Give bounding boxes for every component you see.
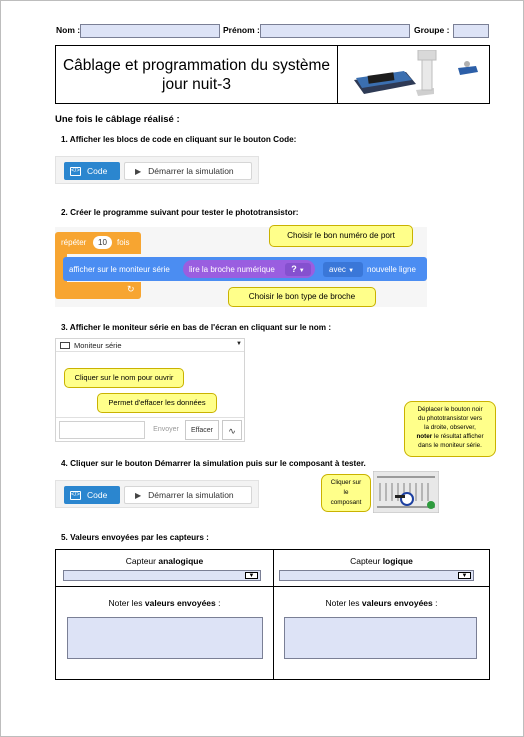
logic-note-label	[274, 598, 489, 608]
code-button-label: Code	[87, 490, 108, 500]
bubble-click-name: Cliquer sur le nom pour ouvrir	[64, 368, 184, 388]
repeat-label: répéter	[61, 238, 87, 247]
move-line-2: du phototransistor vers	[417, 415, 483, 422]
page-title	[56, 46, 338, 103]
click-comp-line-3: composant	[330, 499, 362, 506]
move-line-3: la droite, observer,	[424, 424, 476, 431]
bubble-erase: Permet d'effacer les données	[97, 393, 217, 413]
note-bold: valeurs envoyées	[144, 598, 216, 608]
newline-select[interactable]	[323, 262, 363, 277]
start-simulation-label: Démarrer la simulation	[148, 166, 234, 176]
col-analog-bold: analogique	[158, 556, 204, 566]
step-5-text: 5. Valeurs envoyées par les capteurs :	[61, 533, 209, 542]
start-simulation-button[interactable]	[124, 486, 252, 504]
newline-label: nouvelle ligne	[367, 265, 416, 274]
nom-label: Nom :	[56, 25, 81, 35]
title-box	[55, 45, 490, 104]
start-simulation-button[interactable]	[124, 162, 252, 180]
circuit-illustration	[346, 50, 486, 100]
logic-values-field[interactable]	[284, 617, 477, 659]
print-label: afficher sur le moniteur série	[69, 265, 170, 274]
intro-heading: Une fois le câblage réalisé :	[55, 114, 180, 125]
note-prefix: Noter les	[108, 598, 145, 608]
title-line-2: jour nuit-3	[162, 75, 231, 93]
chevron-down-icon: ▼	[298, 268, 305, 274]
chevron-down-icon: ▼	[458, 572, 471, 579]
move-line-4	[405, 432, 495, 441]
nom-field[interactable]	[80, 24, 220, 38]
col-analog-header	[56, 556, 273, 566]
code-icon: </>	[71, 167, 80, 174]
click-comp-line-1: Cliquer sur	[330, 479, 362, 486]
groupe-label: Groupe :	[414, 25, 450, 35]
click-comp-line-2: le	[343, 489, 349, 496]
sensor-values-table	[55, 549, 490, 680]
pin-select[interactable]	[285, 263, 311, 276]
breadboard-illustration[interactable]	[373, 471, 439, 513]
move-line-1: Déplacer le bouton noir	[417, 406, 483, 413]
chevron-down-icon: ▼	[245, 572, 258, 579]
analog-note-label	[56, 598, 273, 608]
code-icon: </>	[71, 491, 80, 498]
serial-monitor	[55, 338, 245, 442]
step-4-text: 4. Cliquer sur le bouton Démarrer la simulation puis sur le composant à tester.	[61, 459, 366, 468]
divider	[56, 417, 244, 418]
editor-toolbar-2	[55, 480, 259, 508]
editor-toolbar-1	[55, 156, 259, 184]
prenom-field[interactable]	[260, 24, 410, 38]
monitor-icon	[60, 342, 70, 349]
play-icon: ▶	[135, 490, 142, 500]
code-button-label: Code	[87, 166, 108, 176]
move-note: noter	[416, 433, 433, 440]
send-button[interactable]: Envoyer	[153, 426, 179, 433]
analog-select[interactable]	[63, 570, 261, 581]
move-line-4-rest: le résultat afficher	[432, 433, 484, 440]
bubble-click-component	[321, 474, 371, 512]
step-2-text: 2. Créer le programme suivant pour tester le phototransistor:	[61, 208, 299, 217]
chevron-down-icon: ▼	[236, 341, 242, 347]
analog-values-field[interactable]	[67, 617, 263, 659]
repeat-suffix: fois	[117, 238, 130, 247]
bubble-pin-type: Choisir le bon type de broche	[228, 287, 376, 307]
pin-value: ?	[291, 264, 297, 274]
groupe-field[interactable]	[453, 24, 489, 38]
note-suffix: :	[432, 598, 438, 608]
note-suffix: :	[215, 598, 221, 608]
code-button[interactable]	[64, 162, 120, 180]
serial-monitor-title: Moniteur série	[74, 341, 122, 350]
play-icon: ▶	[135, 166, 142, 176]
col-analog-prefix: Capteur	[125, 556, 159, 566]
serial-monitor-header[interactable]	[56, 339, 244, 352]
col-logic-header	[274, 556, 489, 566]
step-1-text: 1. Afficher les blocs de code en cliquant sur le bouton Code:	[61, 135, 297, 144]
with-label: avec	[329, 265, 346, 274]
move-line-5: dans le moniteur série.	[418, 442, 482, 449]
bubble-port: Choisir le bon numéro de port	[269, 225, 413, 247]
prenom-label: Prénom :	[223, 25, 260, 35]
serial-input[interactable]	[59, 421, 145, 439]
note-bold: valeurs envoyées	[361, 598, 433, 608]
erase-button[interactable]: Effacer	[185, 420, 219, 440]
graph-icon[interactable]: ∿	[222, 420, 242, 440]
table-col-divider	[273, 550, 274, 679]
table-row-divider	[56, 586, 489, 587]
start-simulation-label: Démarrer la simulation	[148, 490, 234, 500]
chevron-down-icon: ▼	[348, 268, 355, 274]
title-line-1: Câblage et programmation du système	[62, 56, 331, 74]
step-3-text: 3. Afficher le moniteur série en bas de l'écran en cliquant sur le nom :	[61, 323, 332, 332]
col-logic-bold: logique	[382, 556, 413, 566]
repeat-count[interactable]: 10	[93, 236, 112, 249]
col-logic-prefix: Capteur	[350, 556, 383, 566]
code-button[interactable]	[64, 486, 120, 504]
read-pin-label: lire la broche numérique	[189, 265, 275, 274]
logic-select[interactable]	[279, 570, 474, 581]
loop-arrow-icon: ↻	[127, 284, 135, 294]
note-prefix: Noter les	[325, 598, 362, 608]
bubble-move-button	[404, 401, 496, 457]
